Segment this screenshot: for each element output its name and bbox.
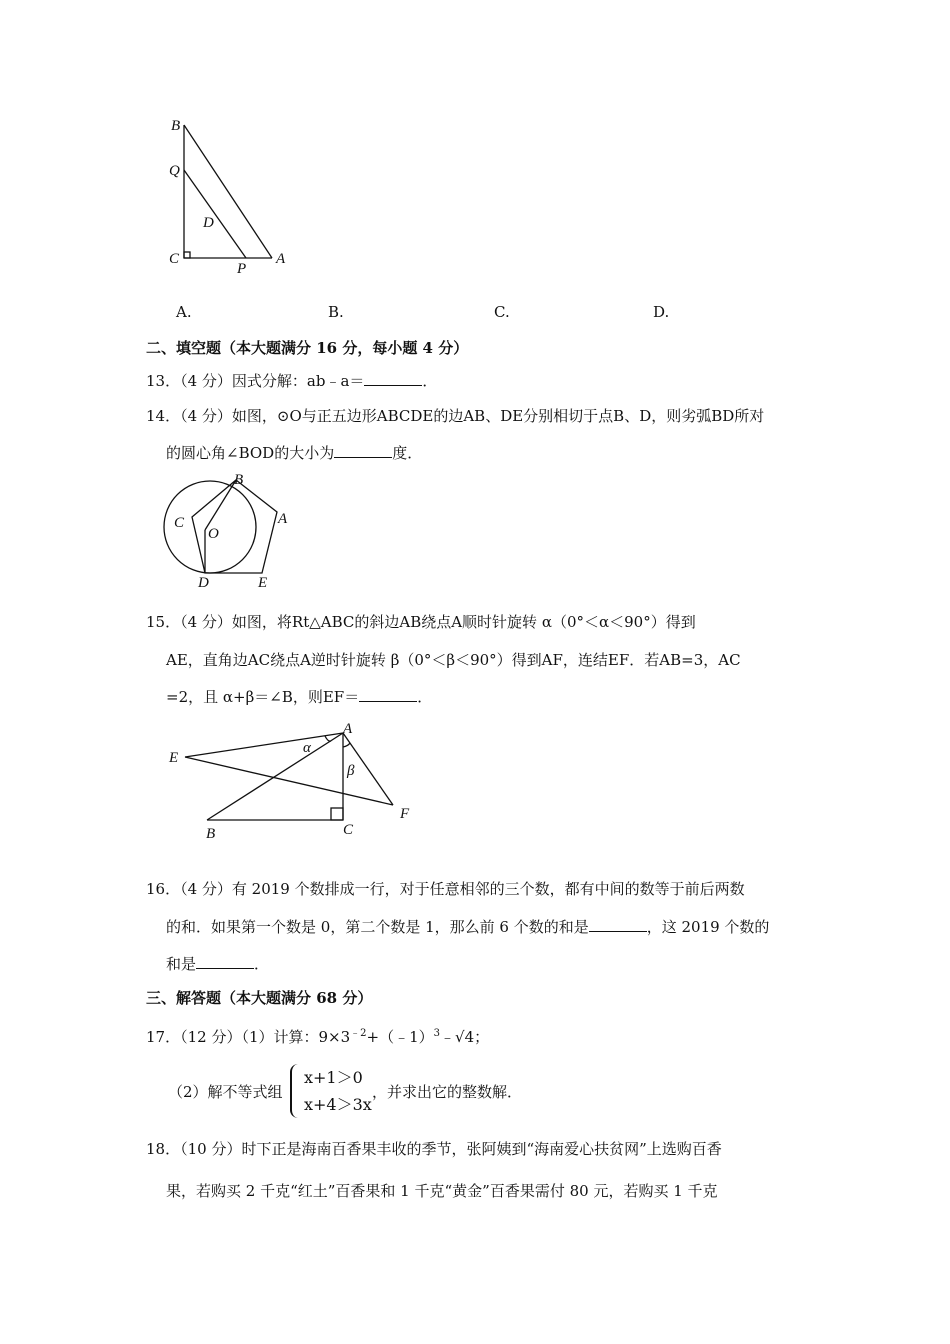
label-Q: Q xyxy=(169,163,180,179)
label-P: P xyxy=(237,261,247,277)
question-17-part1: 17．（12 分）（1）计算：$9\times 3^{﹣2}+(﹣1)^3﹣√4$； xyxy=(146,1028,490,1046)
label-D: D xyxy=(203,215,214,231)
label-F: F xyxy=(400,806,410,822)
label-D: D xyxy=(198,575,209,591)
question-15-line3: =2，且 α+β＝∠B，则EF＝ ． xyxy=(166,688,433,706)
label-O: O xyxy=(208,526,219,542)
question-18-line1: 18．（10 分）时下正是海南百香果丰收的季节，张阿姨到“海南爱心扶贫网”上选购百香 xyxy=(146,1140,722,1158)
question-16-line2: 的和．如果第一个数是 0，第二个数是 1，那么前 6 个数的和是 ，这 2019 个数的 xyxy=(166,918,770,936)
label-E: E xyxy=(169,750,179,766)
label-B: B xyxy=(234,472,244,488)
label-B: B xyxy=(171,118,181,134)
label-C: C xyxy=(343,822,354,838)
question-18-line2: 果，若购买 2 千克“红土”百香果和 1 千克“黄金”百香果需付 80 元，若购买 1 千克 xyxy=(166,1182,718,1200)
question-17-part2-tail: ，并求出它的整数解． xyxy=(372,1083,523,1101)
question-16-line3: 和是 ． xyxy=(166,955,270,973)
label-A: A xyxy=(343,721,353,737)
option-b: B. xyxy=(328,303,344,321)
label-A: A xyxy=(276,251,286,267)
figure-15 xyxy=(185,733,393,820)
option-d: D. xyxy=(653,303,670,321)
label-C: C xyxy=(174,515,185,531)
label-C: C xyxy=(169,251,180,267)
figure-12 xyxy=(184,125,272,258)
section-3-heading: 三、解答题（本大题满分 68 分） xyxy=(146,989,373,1007)
question-15-line1: 15．（4 分）如图，将Rt△ABC的斜边AB绕点A顺时针旋转 α（0°＜α＜90°）得到 xyxy=(146,613,696,631)
question-14-line2: 的圆心角∠BOD的大小为 度． xyxy=(166,444,423,462)
option-a: A. xyxy=(176,303,192,321)
label-E: E xyxy=(258,575,268,591)
label-alpha: α xyxy=(303,740,311,756)
label-B: B xyxy=(206,826,216,842)
question-14-line1: 14．（4 分）如图，⊙O与正五边形ABCDE的边AB、DE分别相切于点B、D，则劣弧BD所对 xyxy=(146,407,765,425)
question-17-part2-label: （2）解不等式组 xyxy=(168,1083,283,1101)
label-beta: β xyxy=(347,763,355,779)
section-2-heading: 二、填空题（本大题满分 16 分，每小题 4 分） xyxy=(146,339,469,357)
question-15-line2: AE，直角边AC绕点A逆时针旋转 β（0°＜β＜90°）得到AF，连结EF．若AB=3，AC xyxy=(166,651,741,669)
question-13: 13．（4 分）因式分解：ab﹣a＝ ． xyxy=(146,372,438,390)
inequality-system: x+1＞0 x+4＞3x xyxy=(290,1064,372,1118)
label-A: A xyxy=(278,511,288,527)
option-c: C. xyxy=(494,303,510,321)
question-16-line1: 16．（4 分）有 2019 个数排成一行，对于任意相邻的三个数，都有中间的数等于前后两数 xyxy=(146,880,745,898)
